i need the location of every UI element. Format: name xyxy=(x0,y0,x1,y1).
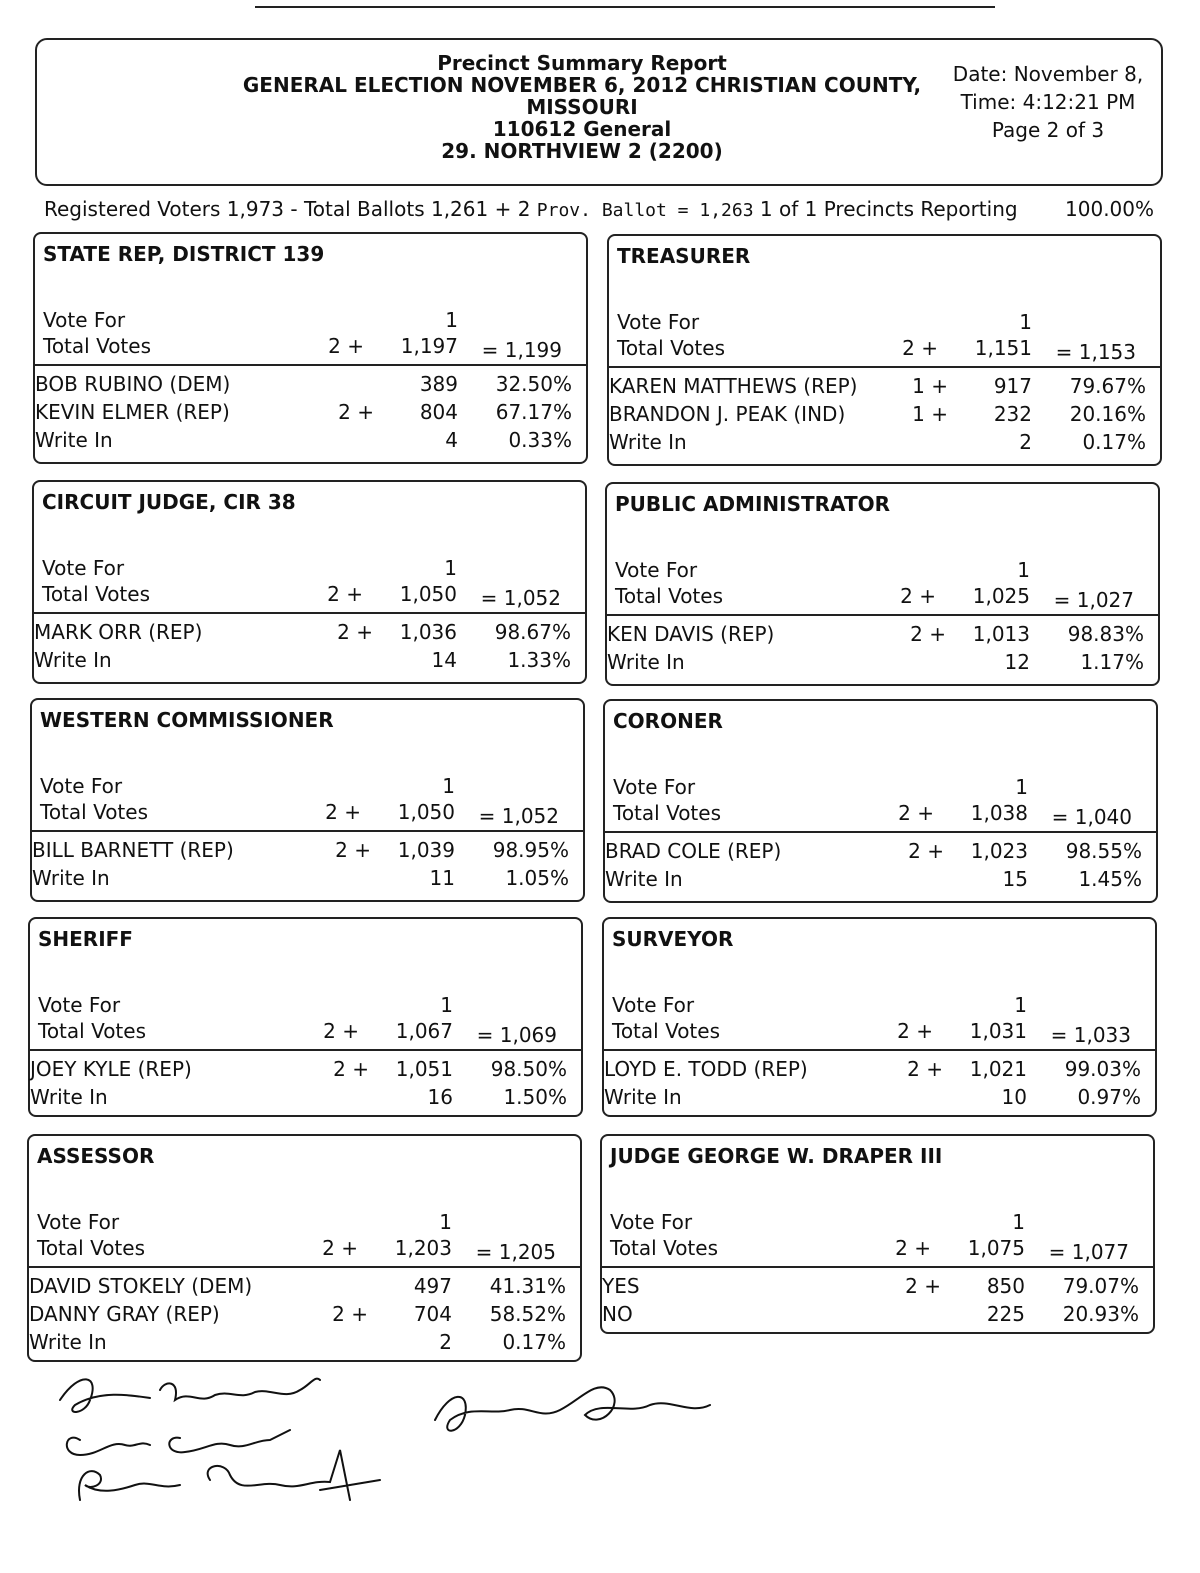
signature-2 xyxy=(67,1430,290,1455)
total-provisional: 2 + xyxy=(898,801,934,825)
candidate-name: JOEY KYLE (REP) xyxy=(30,1057,192,1081)
total-votes: 1,031 xyxy=(969,1019,1027,1043)
candidate-name: Write In xyxy=(605,867,683,891)
election-line-1: GENERAL ELECTION NOVEMBER 6, 2012 CHRISTIAN COUNTY, xyxy=(242,73,922,97)
candidate-name: BRANDON J. PEAK (IND) xyxy=(609,402,846,426)
top-rule xyxy=(255,6,995,8)
candidate-row xyxy=(35,428,586,456)
candidate-row xyxy=(29,1302,580,1330)
vote-for-count: 1 xyxy=(445,308,458,332)
total-votes-label: Total Votes xyxy=(612,1019,720,1043)
candidate-name: KEN DAVIS (REP) xyxy=(607,622,775,646)
vote-for-count: 1 xyxy=(442,774,455,798)
total-provisional: 2 + xyxy=(325,800,361,824)
total-provisional: 2 + xyxy=(327,582,363,606)
signatures xyxy=(40,1360,760,1530)
vote-for-label: Vote For xyxy=(613,775,696,799)
race-title: STATE REP, DISTRICT 139 xyxy=(43,242,325,266)
race-title: SHERIFF xyxy=(38,927,133,951)
total-votes: 1,050 xyxy=(399,582,457,606)
candidate-percent: 98.67% xyxy=(494,620,571,644)
candidate-votes: 2 xyxy=(439,1330,452,1354)
candidate-percent: 79.07% xyxy=(1062,1274,1139,1298)
total-provisional: 2 + xyxy=(322,1236,358,1260)
candidate-row xyxy=(604,1085,1155,1113)
total-provisional: 2 + xyxy=(900,584,936,608)
candidate-votes: 917 xyxy=(993,374,1032,398)
candidate-row xyxy=(34,620,585,648)
candidate-row xyxy=(605,839,1156,867)
candidate-votes: 1,051 xyxy=(395,1057,453,1081)
total-votes-label: Total Votes xyxy=(37,1236,145,1260)
race-divider xyxy=(32,830,583,832)
candidate-votes: 16 xyxy=(427,1085,453,1109)
candidate-provisional: 2 + xyxy=(333,1057,369,1081)
candidate-votes: 850 xyxy=(986,1274,1025,1298)
candidate-name: Write In xyxy=(29,1330,107,1354)
provisional-ballots: Prov. Ballot = 1,263 xyxy=(536,200,754,221)
candidate-provisional: 2 + xyxy=(337,620,373,644)
candidate-name: Write In xyxy=(35,428,113,452)
candidate-row xyxy=(29,1330,580,1358)
candidate-votes: 232 xyxy=(993,402,1032,426)
header-titles xyxy=(237,52,927,162)
candidate-percent: 1.17% xyxy=(1080,650,1144,674)
candidate-name: Write In xyxy=(607,650,685,674)
election-line-2: MISSOURI xyxy=(526,95,638,119)
candidate-percent: 1.05% xyxy=(505,866,569,890)
candidate-row xyxy=(609,402,1160,430)
race-box xyxy=(603,699,1158,903)
race-box xyxy=(605,482,1160,686)
candidate-name: NO xyxy=(602,1302,633,1326)
vote-for-count: 1 xyxy=(444,556,457,580)
candidate-percent: 0.97% xyxy=(1077,1085,1141,1109)
candidate-row xyxy=(34,648,585,676)
candidate-row xyxy=(602,1274,1153,1302)
report-title: Precinct Summary Report xyxy=(437,51,727,75)
candidate-row xyxy=(607,622,1158,650)
total-votes-sum: = 1,040 xyxy=(1051,805,1132,829)
total-votes-sum: = 1,077 xyxy=(1048,1240,1129,1264)
vote-for-label: Vote For xyxy=(43,308,126,332)
report-time: Time: 4:12:21 PM xyxy=(960,90,1136,114)
candidate-votes: 10 xyxy=(1001,1085,1027,1109)
race-divider xyxy=(29,1266,580,1268)
total-votes: 1,038 xyxy=(970,801,1028,825)
total-votes: 1,025 xyxy=(972,584,1030,608)
signature-1 xyxy=(60,1379,320,1412)
total-provisional: 2 + xyxy=(328,334,364,358)
candidate-percent: 98.50% xyxy=(490,1057,567,1081)
candidate-votes: 1,039 xyxy=(397,838,455,862)
total-votes: 1,203 xyxy=(394,1236,452,1260)
total-votes-label: Total Votes xyxy=(38,1019,146,1043)
candidate-votes: 14 xyxy=(431,648,457,672)
race-title: WESTERN COMMISSIONER xyxy=(40,708,334,732)
candidate-provisional: 2 + xyxy=(332,1302,368,1326)
candidate-votes: 497 xyxy=(413,1274,452,1298)
candidate-votes: 1,021 xyxy=(969,1057,1027,1081)
candidate-votes: 1,023 xyxy=(970,839,1028,863)
race-divider xyxy=(35,364,586,366)
candidate-votes: 1,036 xyxy=(399,620,457,644)
candidate-votes: 2 xyxy=(1019,430,1032,454)
total-provisional: 2 + xyxy=(323,1019,359,1043)
total-provisional: 2 + xyxy=(897,1019,933,1043)
page-number: Page 2 of 3 xyxy=(991,118,1105,142)
race-divider xyxy=(605,831,1156,833)
candidate-row xyxy=(609,430,1160,458)
candidate-name: Write In xyxy=(604,1085,682,1109)
candidate-row xyxy=(29,1274,580,1302)
total-votes-sum: = 1,052 xyxy=(478,804,559,828)
total-provisional: 2 + xyxy=(895,1236,931,1260)
candidate-provisional: 2 + xyxy=(910,622,946,646)
total-votes-label: Total Votes xyxy=(617,336,725,360)
candidate-name: DAVID STOKELY (DEM) xyxy=(29,1274,253,1298)
race-box xyxy=(600,1134,1155,1334)
race-title: TREASURER xyxy=(617,244,751,268)
total-votes-label: Total Votes xyxy=(42,582,150,606)
vote-for-count: 1 xyxy=(1017,558,1030,582)
total-votes: 1,075 xyxy=(967,1236,1025,1260)
vote-for-count: 1 xyxy=(1012,1210,1025,1234)
candidate-name: Write In xyxy=(609,430,687,454)
candidate-provisional: 2 + xyxy=(907,1057,943,1081)
vote-for-label: Vote For xyxy=(610,1210,693,1234)
candidate-votes: 4 xyxy=(445,428,458,452)
total-votes-label: Total Votes xyxy=(43,334,151,358)
total-votes-sum: = 1,205 xyxy=(475,1240,556,1264)
race-title: SURVEYOR xyxy=(612,927,734,951)
vote-for-label: Vote For xyxy=(617,310,700,334)
race-title: CORONER xyxy=(613,709,723,733)
total-votes-sum: = 1,027 xyxy=(1053,588,1134,612)
candidate-votes: 225 xyxy=(986,1302,1025,1326)
candidate-votes: 11 xyxy=(429,866,455,890)
race-title: CIRCUIT JUDGE, CIR 38 xyxy=(42,490,296,514)
candidate-provisional: 2 + xyxy=(335,838,371,862)
total-provisional: 2 + xyxy=(902,336,938,360)
race-box xyxy=(28,917,583,1117)
total-votes-sum: = 1,153 xyxy=(1055,340,1136,364)
race-divider xyxy=(602,1266,1153,1268)
registered-voters: Registered Voters 1,973 - Total Ballots 1,261 + 2 xyxy=(44,197,531,221)
candidate-percent: 20.16% xyxy=(1069,402,1146,426)
candidate-row xyxy=(35,400,586,428)
candidate-row xyxy=(30,1057,581,1085)
candidate-name: MARK ORR (REP) xyxy=(34,620,203,644)
vote-for-label: Vote For xyxy=(38,993,121,1017)
candidate-votes: 15 xyxy=(1002,867,1028,891)
candidate-votes: 1,013 xyxy=(972,622,1030,646)
total-votes-sum: = 1,199 xyxy=(481,338,562,362)
candidate-name: DANNY GRAY (REP) xyxy=(29,1302,220,1326)
total-votes: 1,067 xyxy=(395,1019,453,1043)
candidate-percent: 98.95% xyxy=(492,838,569,862)
race-divider xyxy=(607,614,1158,616)
candidate-row xyxy=(602,1302,1153,1330)
race-box xyxy=(602,917,1157,1117)
candidate-row xyxy=(604,1057,1155,1085)
total-votes-label: Total Votes xyxy=(615,584,723,608)
signature-4 xyxy=(435,1387,710,1430)
total-votes: 1,050 xyxy=(397,800,455,824)
candidate-votes: 804 xyxy=(419,400,458,424)
candidate-percent: 0.17% xyxy=(502,1330,566,1354)
candidate-votes: 12 xyxy=(1004,650,1030,674)
candidate-name: Write In xyxy=(34,648,112,672)
candidate-votes: 704 xyxy=(413,1302,452,1326)
race-title: ASSESSOR xyxy=(37,1144,155,1168)
vote-for-count: 1 xyxy=(440,993,453,1017)
header-meta xyxy=(943,60,1153,144)
candidate-name: YES xyxy=(602,1274,640,1298)
candidate-percent: 20.93% xyxy=(1062,1302,1139,1326)
candidate-row xyxy=(35,372,586,400)
vote-for-count: 1 xyxy=(1015,775,1028,799)
report-date: Date: November 8, xyxy=(952,62,1144,86)
candidate-row xyxy=(30,1085,581,1113)
candidate-row xyxy=(609,374,1160,402)
race-title: JUDGE GEORGE W. DRAPER III xyxy=(610,1144,943,1168)
vote-for-label: Vote For xyxy=(40,774,123,798)
candidate-percent: 98.83% xyxy=(1067,622,1144,646)
candidate-name: Write In xyxy=(30,1085,108,1109)
candidate-percent: 1.50% xyxy=(503,1085,567,1109)
candidate-percent: 58.52% xyxy=(489,1302,566,1326)
candidate-percent: 98.55% xyxy=(1065,839,1142,863)
candidate-name: BILL BARNETT (REP) xyxy=(32,838,234,862)
candidate-name: KEVIN ELMER (REP) xyxy=(35,400,230,424)
candidate-percent: 41.31% xyxy=(489,1274,566,1298)
candidate-name: Write In xyxy=(32,866,110,890)
candidate-row xyxy=(605,867,1156,895)
race-divider xyxy=(30,1049,581,1051)
race-box xyxy=(607,234,1162,466)
vote-for-count: 1 xyxy=(439,1210,452,1234)
candidate-provisional: 2 + xyxy=(905,1274,941,1298)
precinct-name: 29. NORTHVIEW 2 (2200) xyxy=(441,139,723,163)
candidate-row xyxy=(607,650,1158,678)
total-votes: 1,151 xyxy=(974,336,1032,360)
vote-for-label: Vote For xyxy=(42,556,125,580)
reporting-percent: 100.00% xyxy=(1065,197,1154,221)
total-votes: 1,197 xyxy=(400,334,458,358)
vote-for-label: Vote For xyxy=(37,1210,120,1234)
candidate-percent: 0.33% xyxy=(508,428,572,452)
signature-3 xyxy=(79,1450,380,1500)
total-votes-label: Total Votes xyxy=(40,800,148,824)
vote-for-count: 1 xyxy=(1014,993,1027,1017)
total-votes-sum: = 1,033 xyxy=(1050,1023,1131,1047)
total-votes-sum: = 1,052 xyxy=(480,586,561,610)
race-box xyxy=(32,480,587,684)
candidate-name: LOYD E. TODD (REP) xyxy=(604,1057,808,1081)
candidate-percent: 0.17% xyxy=(1082,430,1146,454)
race-title: PUBLIC ADMINISTRATOR xyxy=(615,492,890,516)
total-votes-sum: = 1,069 xyxy=(476,1023,557,1047)
election-code: 110612 General xyxy=(492,117,672,141)
vote-for-label: Vote For xyxy=(615,558,698,582)
candidate-name: BOB RUBINO (DEM) xyxy=(35,372,231,396)
precincts-reporting: 1 of 1 Precincts Reporting xyxy=(759,197,1018,221)
vote-for-count: 1 xyxy=(1019,310,1032,334)
candidate-percent: 99.03% xyxy=(1064,1057,1141,1081)
candidate-provisional: 2 + xyxy=(908,839,944,863)
ballot-summary xyxy=(44,197,1158,221)
race-box xyxy=(33,232,588,464)
candidate-name: KAREN MATTHEWS (REP) xyxy=(609,374,858,398)
candidate-percent: 1.33% xyxy=(507,648,571,672)
candidate-row xyxy=(32,866,583,894)
vote-for-label: Vote For xyxy=(612,993,695,1017)
race-box xyxy=(30,698,585,902)
total-votes-label: Total Votes xyxy=(613,801,721,825)
report-header xyxy=(35,38,1163,186)
candidate-row xyxy=(32,838,583,866)
candidate-percent: 79.67% xyxy=(1069,374,1146,398)
candidate-percent: 32.50% xyxy=(495,372,572,396)
race-divider xyxy=(604,1049,1155,1051)
candidate-percent: 67.17% xyxy=(495,400,572,424)
race-divider xyxy=(609,366,1160,368)
candidate-votes: 389 xyxy=(419,372,458,396)
candidate-provisional: 2 + xyxy=(338,400,374,424)
race-box xyxy=(27,1134,582,1362)
candidate-provisional: 1 + xyxy=(912,374,948,398)
race-divider xyxy=(34,612,585,614)
candidate-name: BRAD COLE (REP) xyxy=(605,839,782,863)
candidate-provisional: 1 + xyxy=(912,402,948,426)
candidate-percent: 1.45% xyxy=(1078,867,1142,891)
total-votes-label: Total Votes xyxy=(610,1236,718,1260)
